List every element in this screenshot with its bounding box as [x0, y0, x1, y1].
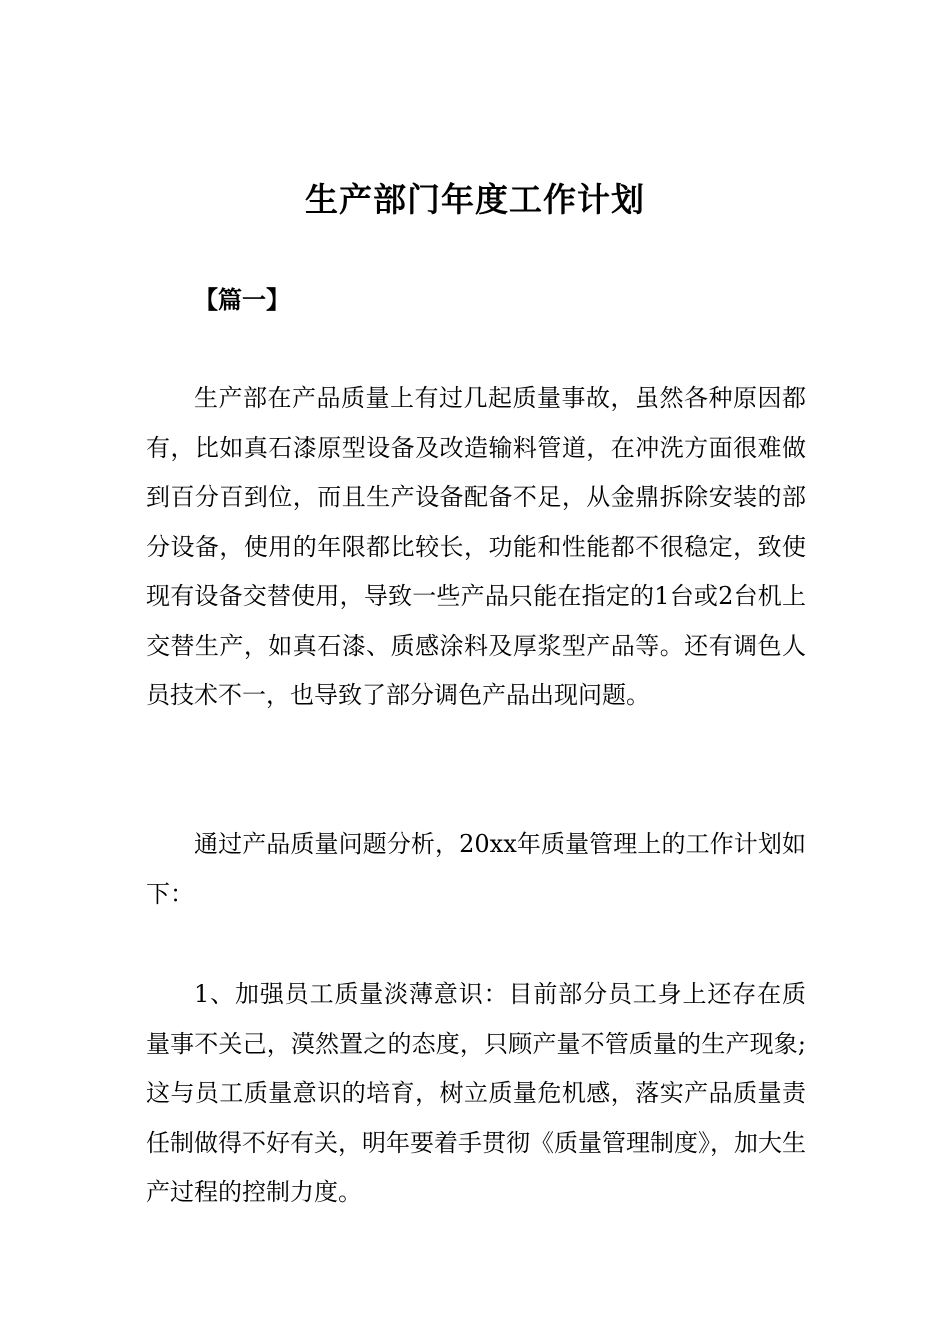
section-label: 【篇一】	[194, 285, 290, 314]
paragraph-plan-item-1: 1、加强员工质量淡薄意识：目前部分员工身上还存在质量事不关己，漠然置之的态度，只顾产量不管质量的生产现象;这与员工质量意识的培育，树立质量危机感，落实产品质量责任制做得不好有关，明年要着手贯彻《质量管理制度》，加大生产过程的控制力度。	[146, 980, 806, 1206]
paragraph-plan-intro: 通过产品质量问题分析，20xx年质量管理上的工作计划如下：	[146, 830, 806, 908]
paragraph-quality-incidents: 生产部在产品质量上有过几起质量事故，虽然各种原因都有，比如真石漆原型设备及改造输料管道，在冲洗方面很难做到百分百到位，而且生产设备配备不足，从金鼎拆除安装的部分设备，使用的年限都比较长，功能和性能都不很稳定，致使现有设备交替使用，导致一些产品只能在指定的1台或2台机上交替生产，如真石漆、质感涂料及厚浆型产品等。还有调色人员技术不一，也导致了部分调色产品出现问题。	[146, 384, 806, 709]
document-title: 生产部门年度工作计划	[305, 180, 645, 219]
